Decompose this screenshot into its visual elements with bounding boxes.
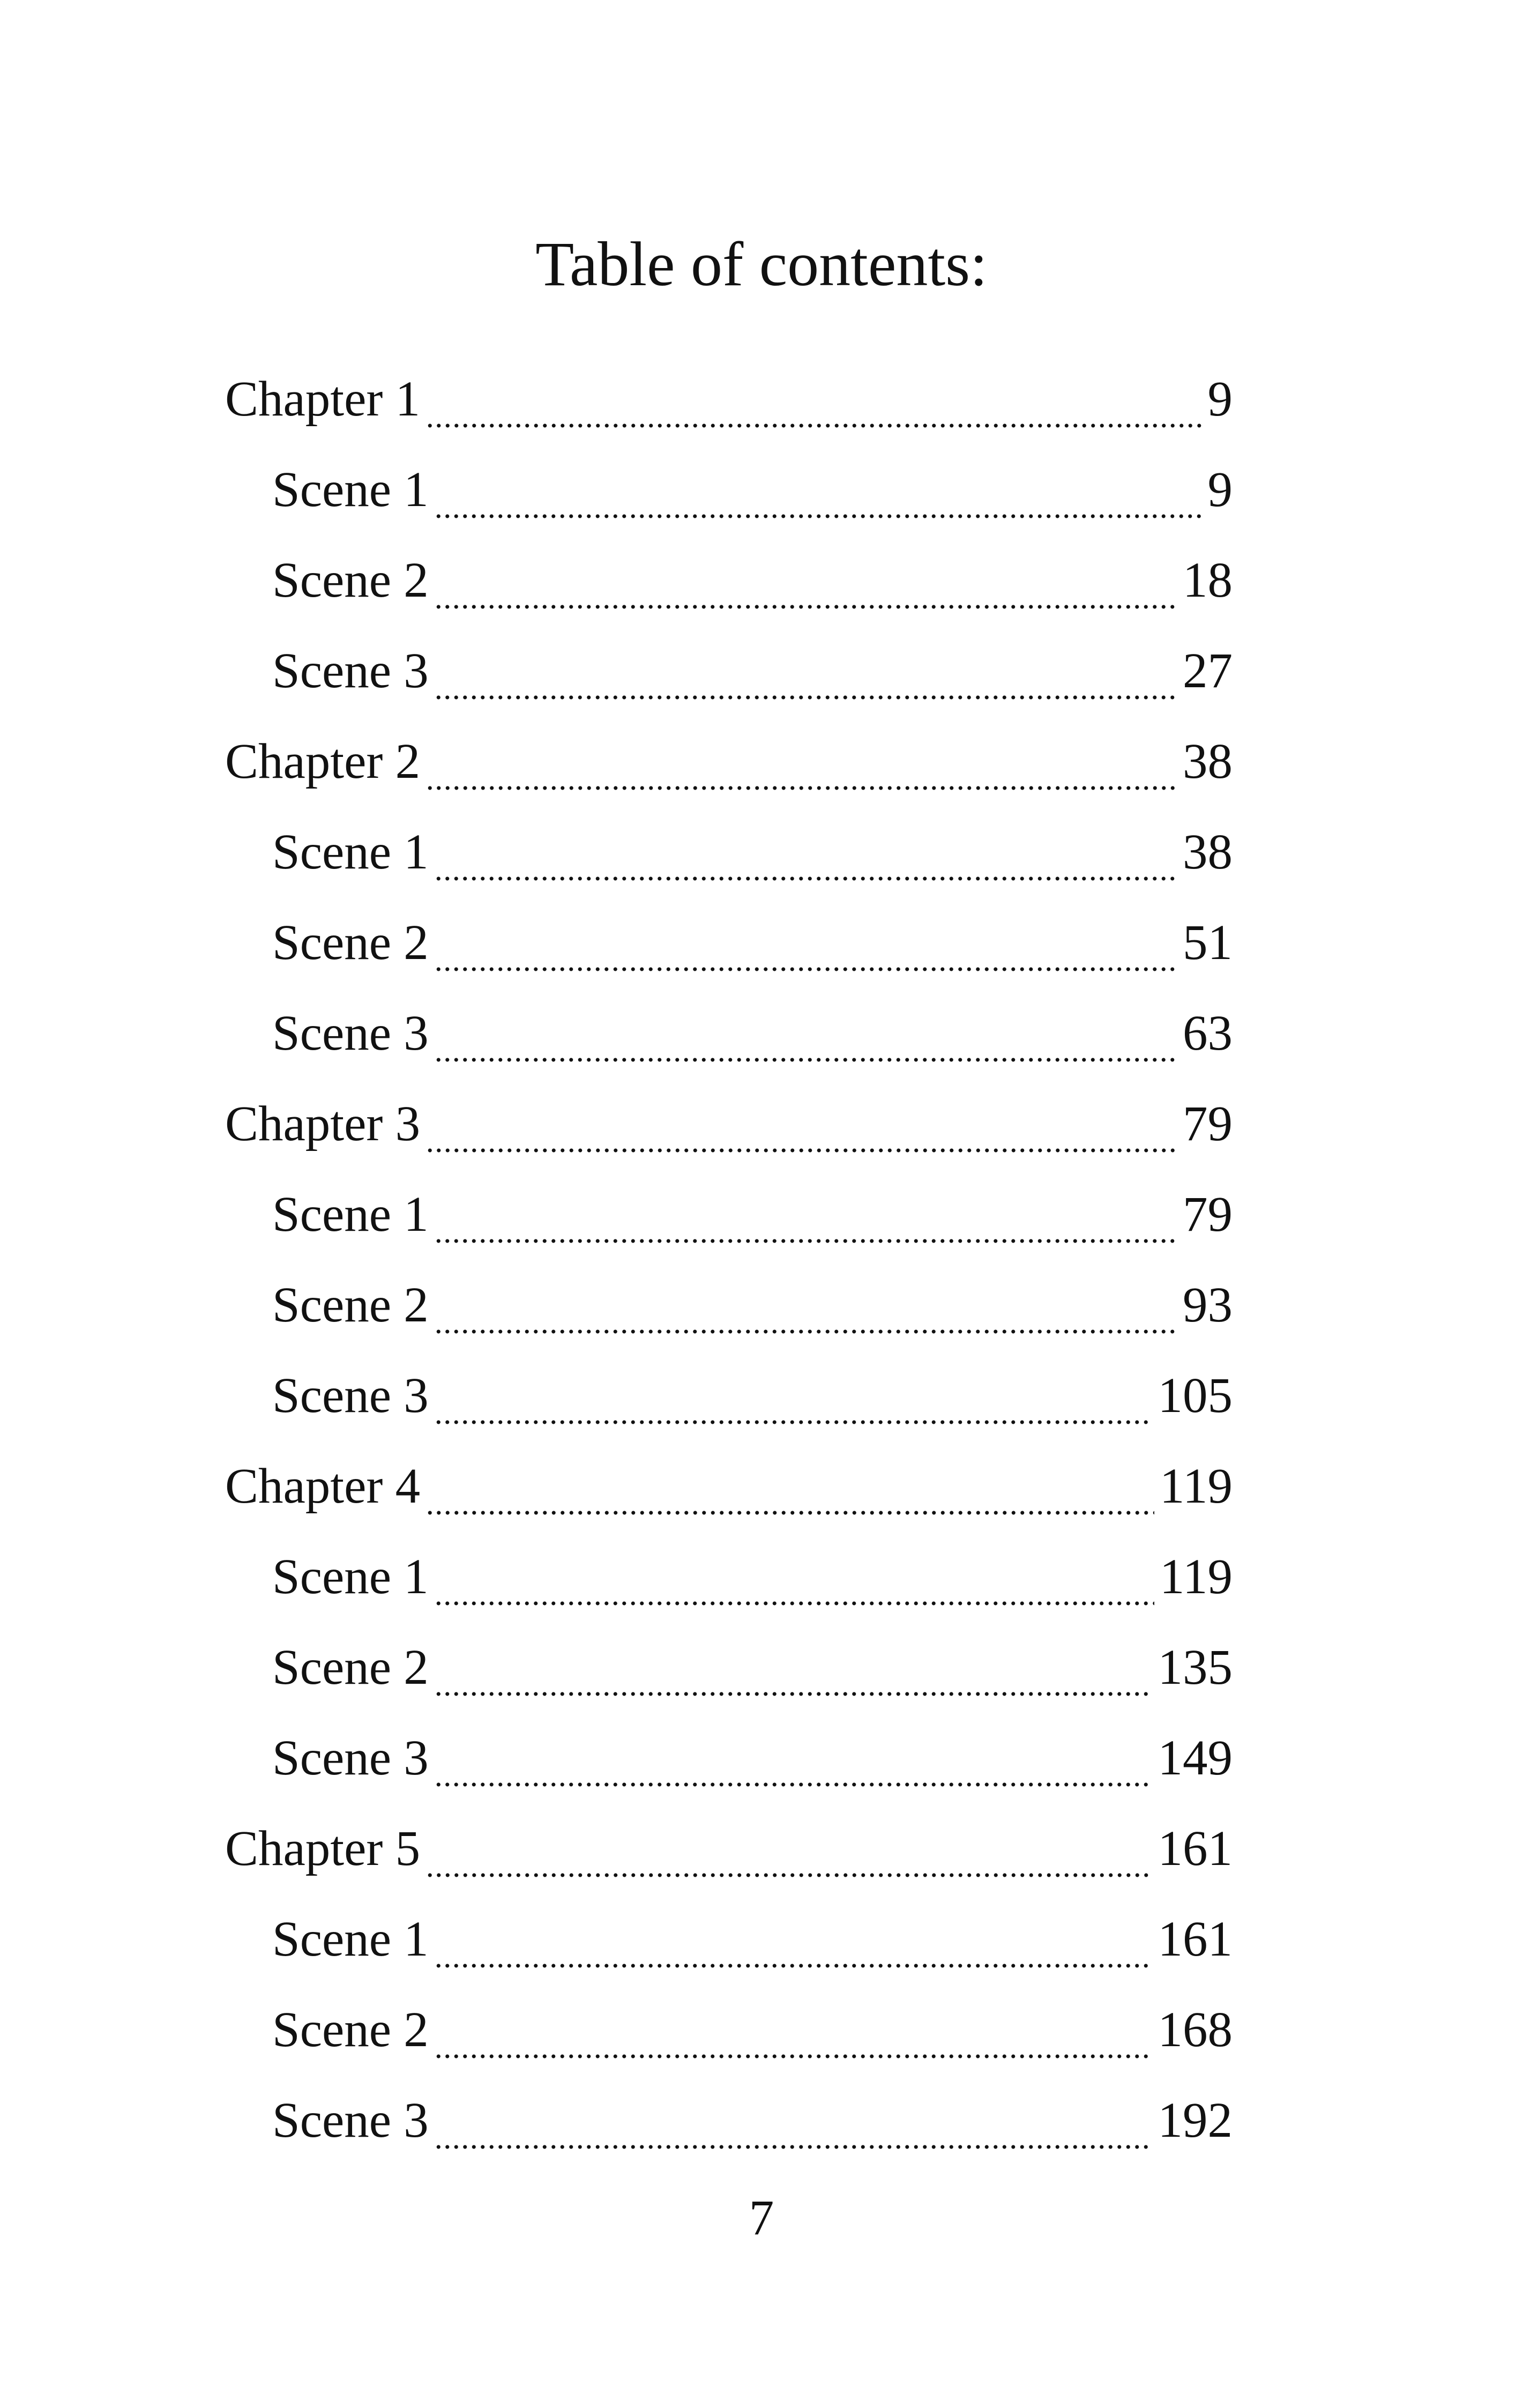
toc-entry-label: Scene 3 [272,1730,429,1786]
toc-entry-chapter[interactable] [225,1441,1233,1532]
toc-entry-scene[interactable] [225,535,1233,626]
dot-leader [434,897,1177,988]
toc-entry-label: Scene 3 [272,1368,429,1423]
toc-entry-label: Chapter 2 [225,734,421,789]
toc-entry-page: 79 [1183,1187,1233,1242]
toc-entry-scene[interactable] [225,988,1233,1079]
toc-entry-page: 9 [1207,371,1233,427]
toc-entry-label: Scene 1 [272,1912,429,1967]
page-title: Table of contents: [535,229,988,299]
dot-leader [434,535,1177,626]
toc-entry-label: Scene 1 [272,462,429,517]
dot-leader [434,1713,1153,1803]
toc-entry-page: 79 [1183,1096,1233,1151]
page-number: 7 [749,2190,774,2246]
toc-entry-label: Scene 2 [272,1640,429,1695]
toc-entry-scene[interactable] [225,1713,1233,1803]
toc-entry-page: 192 [1158,2093,1233,2148]
dot-leader [425,716,1177,807]
toc-entry-label: Scene 3 [272,643,429,698]
toc-entry-scene[interactable] [225,1260,1233,1350]
dot-leader [434,988,1177,1079]
toc-entry-label: Scene 3 [272,1006,429,1061]
toc-entry-chapter[interactable] [225,354,1233,444]
toc-entry-page: 27 [1183,643,1233,698]
toc-entry-label: Chapter 5 [225,1821,421,1876]
toc-entry-page: 38 [1183,824,1233,880]
toc-entry-label: Scene 3 [272,2093,429,2148]
dot-leader [434,1350,1153,1441]
toc-entry-page: 149 [1158,1730,1233,1786]
toc-entry-label: Chapter 3 [225,1096,421,1151]
toc-entry-page: 105 [1158,1368,1233,1423]
toc-entry-scene[interactable] [225,444,1233,535]
dot-leader [434,2075,1153,2166]
toc-entry-label: Scene 2 [272,2002,429,2057]
toc-entry-page: 93 [1183,1277,1233,1333]
toc-entry-page: 161 [1158,1821,1233,1876]
toc-entry-scene[interactable] [225,626,1233,716]
toc-entry-scene[interactable] [225,1894,1233,1985]
dot-leader [434,626,1177,716]
toc-entry-scene[interactable] [225,897,1233,988]
dot-leader [425,354,1202,444]
toc-entry-scene[interactable] [225,1622,1233,1713]
toc-entry-scene[interactable] [225,1169,1233,1260]
toc-entry-label: Scene 1 [272,1549,429,1604]
dot-leader [434,1532,1154,1622]
toc-entry-page: 119 [1159,1459,1233,1514]
toc-entry-scene[interactable] [225,2075,1233,2166]
toc-entry-label: Scene 1 [272,1187,429,1242]
toc-entry-page: 9 [1207,462,1233,517]
dot-leader [434,1260,1177,1350]
toc-entry-scene[interactable] [225,1532,1233,1622]
dot-leader [425,1441,1154,1532]
toc-entry-page: 135 [1158,1640,1233,1695]
toc-entry-label: Scene 2 [272,1277,429,1333]
toc-entry-chapter[interactable] [225,1079,1233,1169]
toc-entry-page: 119 [1159,1549,1233,1604]
toc-entry-page: 18 [1183,553,1233,608]
toc-entry-chapter[interactable] [225,716,1233,807]
toc-entry-page: 51 [1183,915,1233,970]
toc-entry-label: Scene 2 [272,553,429,608]
toc-entry-chapter[interactable] [225,1803,1233,1894]
dot-leader [434,1622,1153,1713]
toc-entry-page: 161 [1158,1912,1233,1967]
dot-leader [434,807,1177,897]
toc-entry-page: 38 [1183,734,1233,789]
dot-leader [434,1985,1153,2075]
toc-entry-scene[interactable] [225,807,1233,897]
toc-entry-page: 63 [1183,1006,1233,1061]
dot-leader [434,1169,1177,1260]
toc-entry-label: Chapter 4 [225,1459,421,1514]
toc-entry-scene[interactable] [225,1350,1233,1441]
dot-leader [434,1894,1153,1985]
toc-list [225,354,1233,2166]
toc-entry-scene[interactable] [225,1985,1233,2075]
toc-entry-label: Scene 2 [272,915,429,970]
dot-leader [425,1079,1177,1169]
toc-entry-label: Chapter 1 [225,371,421,427]
toc-entry-label: Scene 1 [272,824,429,880]
toc-entry-page: 168 [1158,2002,1233,2057]
dot-leader [434,444,1203,535]
dot-leader [425,1803,1152,1894]
